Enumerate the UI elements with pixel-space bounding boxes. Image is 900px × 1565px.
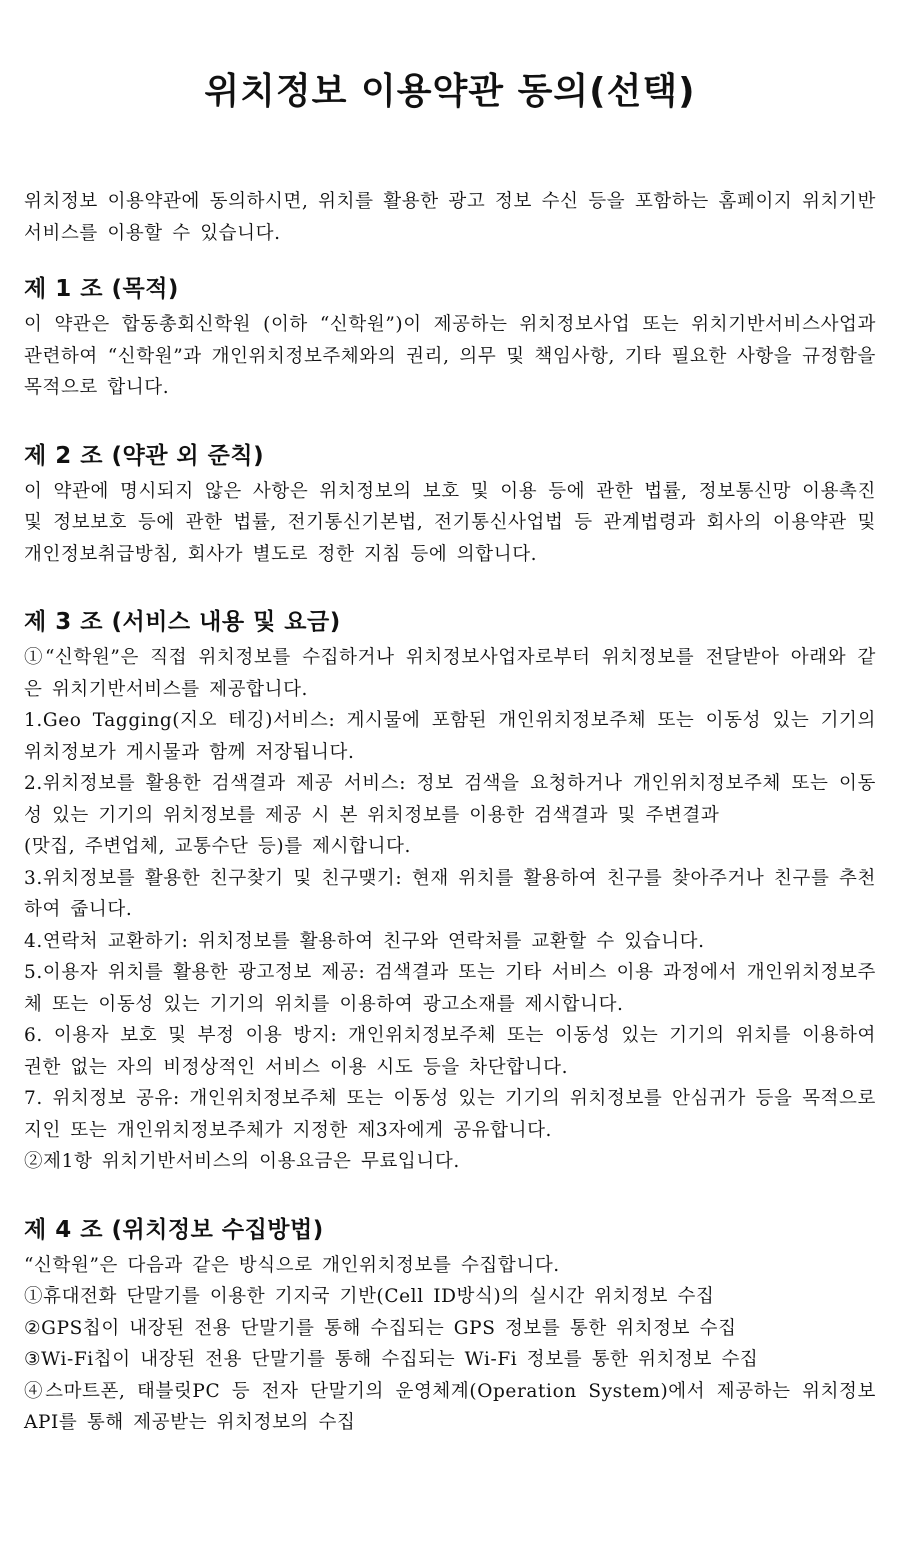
article-4-heading: 제 4 조 (위치정보 수집방법) [24,1216,324,1243]
article-2-body [24,476,876,571]
article-3-line: ①“신학원”은 직접 위치정보를 수집하거나 위치정보사업자로부터 위치정보를 전달받아 아래와 같은 위치기반서비스를 제공합니다. [24,647,876,700]
article-4-line: ②GPS칩이 내장된 전용 단말기를 통해 수집되는 GPS 정보를 통한 위치정보 수집 [24,1317,737,1339]
article-3-line: 2.위치정보를 활용한 검색결과 제공 서비스: 정보 검색을 요청하거나 개인위치정보주체 또는 이동성 있는 기기의 위치정보를 제공 시 본 위치정보를 이용한 검색결과 및 주변결과 [24,773,876,826]
article-3-line: 4.연락처 교환하기: 위치정보를 활용하여 친구와 연락처를 교환할 수 있습니다. [24,930,705,952]
article-3-line: (맛집, 주변업체, 교통수단 등)를 제시합니다. [24,836,412,857]
article-3-line: 7. 위치정보 공유: 개인위치정보주체 또는 이동성 있는 기기의 위치정보를 안심귀가 등을 목적으로 지인 또는 개인위치정보주체가 지정한 제3자에게 공유합니다. [24,1088,876,1141]
article-3-heading: 제 3 조 (서비스 내용 및 요금) [24,609,341,635]
article-2-line: 이 약관에 명시되지 않은 사항은 위치정보의 보호 및 이용 등에 관한 법률, 정보통신망 이용촉진 및 정보보호 등에 관한 법률, 전기통신기본법, 전기통신사업법 등 관계법령과 회사의 이용약관 및 개인정보취급방침, 회사가 별도로 정한 지침 등에 의합니다. [24,480,876,565]
intro-paragraph: 위치정보 이용약관에 동의하시면, 위치를 활용한 광고 정보 수신 등을 포함하는 홈페이지 위치기반 서비스를 이용할 수 있습니다. [24,191,876,244]
article-4-body [24,1250,876,1439]
article-1-line: 이 약관은 합동총회신학원 (이하 “신학원”)이 제공하는 위치정보사업 또는 위치기반서비스사업과 관련하여 “신학원”과 개인위치정보주체와의 권리, 의무 및 책임사항, 기타 필요한 사항을 규정함을 목적으로 합니다. [24,314,876,398]
article-4-line: ③Wi-Fi칩이 내장된 전용 단말기를 통해 수집되는 Wi-Fi 정보를 통한 위치정보 수집 [24,1349,759,1370]
article-4-line: ④스마트폰, 태블릿PC 등 전자 단말기의 운영체계(Operation System)에서 제공하는 위치정보 API를 통해 제공받는 위치정보의 수집 [24,1380,876,1433]
article-3-line: ②제1항 위치기반서비스의 이용요금은 무료입니다. [24,1151,460,1172]
article-1-heading: 제 1 조 (목적) [24,276,179,302]
article-3-line: 5.이용자 위치를 활용한 광고정보 제공: 검색결과 또는 기타 서비스 이용 과정에서 개인위치정보주체 또는 이동성 있는 기기의 위치를 이용하여 광고소재를 제시합니다. [24,962,876,1015]
article-3-line: 1.Geo Tagging(지오 테깅)서비스: 게시물에 포함된 개인위치정보주체 또는 이동성 있는 기기의 위치정보가 게시물과 함께 저장됩니다. [24,710,876,763]
article-1-body [24,309,876,404]
article-4-line: ①휴대전화 단말기를 이용한 기지국 기반(Cell ID방식)의 실시간 위치정보 수집 [24,1286,715,1307]
page-title: 위치정보 이용약관 동의(선택) [204,71,696,112]
article-3-line: 3.위치정보를 활용한 친구찾기 및 친구맺기: 현재 위치를 활용하여 친구를 찾아주거나 친구를 추천하여 줍니다. [24,867,876,920]
article-2-heading: 제 2 조 (약관 외 준칙) [24,442,265,469]
article-3-body [24,642,876,1178]
article-3-line: 6. 이용자 보호 및 부정 이용 방지: 개인위치정보주체 또는 이동성 있는 기기의 위치를 이용하여 권한 없는 자의 비정상적인 서비스 이용 시도 등을 차단합니다. [24,1025,876,1078]
article-4-line: “신학원”은 다음과 같은 방식으로 개인위치정보를 수집합니다. [24,1254,560,1276]
